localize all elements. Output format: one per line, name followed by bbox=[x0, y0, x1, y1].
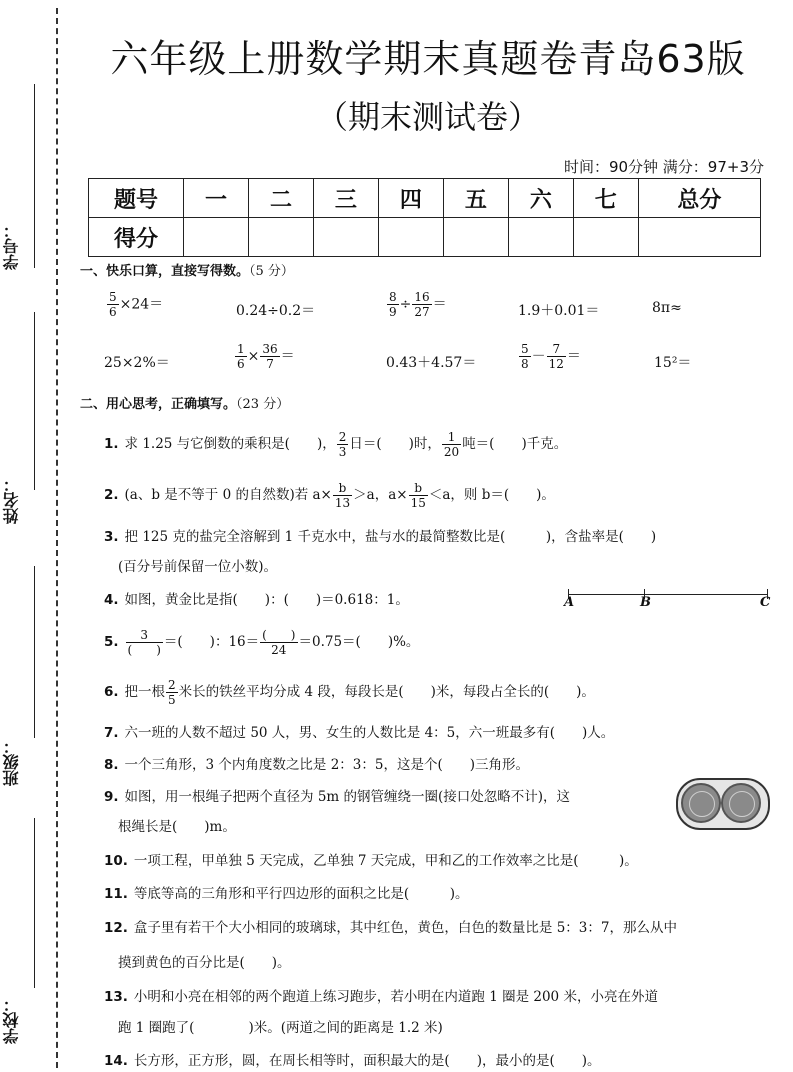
section1-title bbox=[80, 260, 294, 279]
name-label: 姓名： bbox=[2, 476, 21, 524]
calc-item: $\frac{1}{6}$ × $\frac{36}{7}$ ＝ bbox=[237, 342, 295, 371]
score-input-cell[interactable] bbox=[638, 218, 760, 257]
score-row-label: 得分 bbox=[89, 218, 184, 257]
school-line bbox=[34, 818, 35, 988]
point-c-label: C bbox=[760, 595, 771, 610]
score-input-cell[interactable] bbox=[508, 218, 573, 257]
calc-item: 0.43＋4.57＝ bbox=[386, 355, 477, 371]
score-input-cell[interactable] bbox=[248, 218, 313, 257]
section1-title-text: 一、快乐口算，直接写得数。 bbox=[80, 264, 250, 279]
score-cell: 二 bbox=[248, 179, 313, 218]
question-14: 14. 长方形，正方形，圆，在周长相等时，面积最大的是( )，最小的是( )。 bbox=[104, 1053, 601, 1069]
question-13: 13. 小明和小亮在相邻的两个跑道上练习跑步，若小明在内道跑 1 圈是 200 米，小亮在外道 bbox=[104, 989, 658, 1005]
section2-title bbox=[80, 393, 289, 412]
score-cell: 七 bbox=[573, 179, 638, 218]
cut-line bbox=[56, 8, 58, 1068]
point-a-label: A bbox=[564, 595, 575, 610]
question-8: 8. 一个三角形，3 个内角度数之比是 2：3：5，这是个( )三角形。 bbox=[104, 757, 530, 773]
page-subtitle: （期末测试卷） bbox=[315, 98, 540, 136]
calc-item: 0.24÷0.2＝ bbox=[236, 303, 316, 319]
question-4: 4. 如图，黄金比是指( )：( )＝0.618：1。 bbox=[104, 592, 409, 608]
class-label: 班级： bbox=[2, 738, 21, 786]
golden-ratio-segment bbox=[564, 592, 771, 612]
section2-title-text: 二、用心思考，正确填写。 bbox=[80, 397, 237, 412]
pipe-right bbox=[721, 783, 761, 823]
section1-points: （5 分） bbox=[249, 264, 294, 279]
score-cell: 五 bbox=[443, 179, 508, 218]
score-cell: 三 bbox=[313, 179, 378, 218]
question-9: 9. 如图，用一根绳子把两个直径为 5m 的钢管缠绕一圈(接口处忽略不计)，这 bbox=[104, 789, 571, 805]
two-pipes-figure bbox=[676, 778, 770, 830]
student-id-line bbox=[34, 84, 35, 268]
score-input-cell[interactable] bbox=[313, 218, 378, 257]
pipe-left bbox=[681, 783, 721, 823]
student-id-label: 学号： bbox=[2, 222, 21, 270]
score-table-score-row bbox=[89, 218, 761, 257]
score-cell: 一 bbox=[184, 179, 249, 218]
question-2: 2. (a、b 是不等于 0 的自然数)若 a× $\frac{b}{13}$ ＞a，a× $\frac{b}{15}$ ＜a，则 b＝( )。 bbox=[104, 481, 555, 510]
question-9-line2: 根绳长是( )m。 bbox=[118, 819, 236, 835]
score-input-cell[interactable] bbox=[184, 218, 249, 257]
fraction: $\frac{5}{6}$ bbox=[109, 290, 117, 319]
question-3-line2: (百分号前保留一位小数)。 bbox=[118, 559, 278, 575]
calc-item: $\frac{5}{8}$ － $\frac{7}{12}$ ＝ bbox=[521, 342, 581, 371]
score-input-cell[interactable] bbox=[573, 218, 638, 257]
binding-margin bbox=[0, 0, 70, 1072]
question-12: 12. 盒子里有若干个大小相同的玻璃球，其中红色，黄色，白色的数量比是 5：3：7，那么从中 bbox=[104, 920, 677, 936]
calc-item: $\frac{8}{9}$ ÷ $\frac{16}{27}$ ＝ bbox=[389, 290, 447, 319]
calc-item: 15²＝ bbox=[654, 355, 692, 371]
score-cell: 总分 bbox=[638, 179, 760, 218]
question-11: 11. 等底等高的三角形和平行四边形的面积之比是( )。 bbox=[104, 886, 469, 902]
calc-item: 25×2%＝ bbox=[104, 355, 170, 371]
school-label: 学校： bbox=[2, 996, 21, 1044]
question-6: 6. 把一根 $\frac{2}{5}$ 米长的铁丝平均分成 4 段，每段长是( )米，每段占全长的( )。 bbox=[104, 678, 595, 707]
calc-item: $\frac{5}{6}$ ×24＝ bbox=[109, 290, 164, 319]
section2-points: （23 分） bbox=[236, 397, 290, 412]
calc-item: 1.9＋0.01＝ bbox=[518, 303, 600, 319]
score-cell: 六 bbox=[508, 179, 573, 218]
question-10: 10. 一项工程，甲单独 5 天完成，乙单独 7 天完成，甲和乙的工作效率之比是( )。 bbox=[104, 853, 638, 869]
name-line bbox=[34, 312, 35, 490]
question-3: 3. 把 125 克的盐完全溶解到 1 千克水中，盐与水的最简整数比是( )，含盐率是( ) bbox=[104, 529, 657, 545]
score-table bbox=[88, 178, 761, 257]
question-12-line2: 摸到黄色的百分比是( )。 bbox=[118, 955, 291, 971]
question-5: 5. $\frac{3}{( )}$ ＝( )：16＝ $\frac{( )}{24}$ ＝0.75＝( )%。 bbox=[104, 628, 420, 657]
score-input-cell[interactable] bbox=[443, 218, 508, 257]
score-cell: 四 bbox=[378, 179, 443, 218]
score-table-header-row bbox=[89, 179, 761, 218]
calc-item: 8π≈ bbox=[652, 300, 682, 316]
score-cell: 题号 bbox=[89, 179, 184, 218]
question-7: 7. 六一班的人数不超过 50 人，男、女生的人数比是 4：5，六一班最多有( )人。 bbox=[104, 725, 615, 741]
point-b-label: B bbox=[640, 595, 651, 610]
question-1: 1. 求 1.25 与它倒数的乘积是( )， $\frac{2}{3}$ 日＝( )时， $\frac{1}{20}$ 吨＝( )千克。 bbox=[104, 430, 568, 459]
class-line bbox=[34, 566, 35, 738]
question-13-line2: 跑 1 圈跑了( )米。(两道之间的距离是 1.2 米) bbox=[118, 1020, 443, 1036]
score-input-cell[interactable] bbox=[378, 218, 443, 257]
page-title: 六年级上册数学期末真题卷青岛63版 bbox=[110, 37, 746, 81]
exam-meta: 时间：90分钟 满分：97+3分 bbox=[563, 158, 764, 176]
